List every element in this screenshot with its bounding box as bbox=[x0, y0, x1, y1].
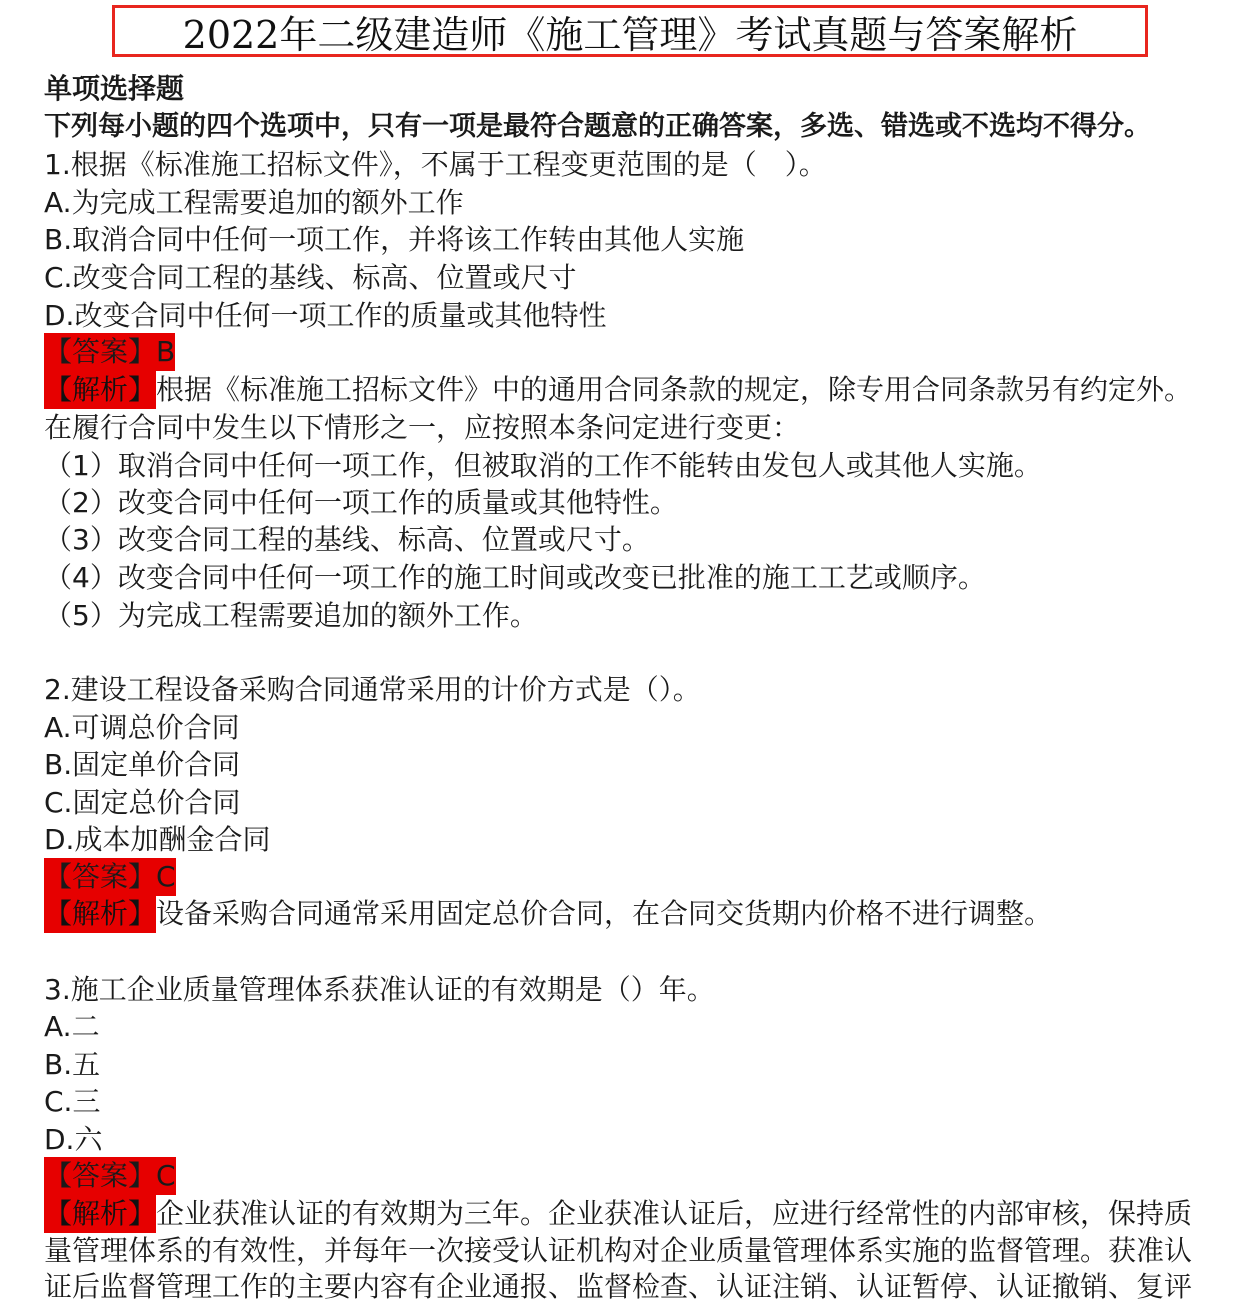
q1-question: 1.根据《标准施工招标文件》，不属于工程变更范围的是（ ）。 bbox=[44, 148, 827, 181]
page-title: 2022年二级建造师《施工管理》考试真题与答案解析 bbox=[182, 12, 1078, 57]
q3-option-c: C.三 bbox=[44, 1085, 101, 1118]
q1-answer: B bbox=[156, 335, 176, 368]
q1-answer-tag: 【答案】 bbox=[44, 335, 157, 368]
q3-analysis-line-2: 量管理体系的有效性，并每年一次接受认证机构对企业质量管理体系实施的监督管理。获准认 bbox=[44, 1234, 1193, 1267]
q2-option-c: C.固定总价合同 bbox=[44, 786, 241, 819]
q1-option-c: C.改变合同工程的基线、标高、位置或尺寸 bbox=[44, 261, 577, 294]
q3-analysis-line-3: 证后监督管理工作的主要内容有企业通报、监督检查、认证注销、认证暂停、认证撤销、复评 bbox=[44, 1270, 1193, 1303]
section-instruction: 下列每小题的四个选项中，只有一项是最符合题意的正确答案，多选、错选或不选均不得分。 bbox=[44, 111, 1151, 142]
q1-analysis-line-1: 根据《标准施工招标文件》中的通用合同条款的规定，除专用合同条款另有约定外。 bbox=[156, 373, 1193, 406]
q2-option-b: B.固定单价合同 bbox=[44, 748, 241, 781]
q3-option-b: B.五 bbox=[44, 1048, 101, 1081]
q1-analysis-line-5: （3）改变合同工程的基线、标高、位置或尺寸。 bbox=[44, 523, 650, 556]
q2-option-a: A.可调总价合同 bbox=[44, 711, 240, 744]
q1-option-b: B.取消合同中任何一项工作，并将该工作转由其他人实施 bbox=[44, 223, 745, 256]
q2-question: 2.建设工程设备采购合同通常采用的计价方式是（）。 bbox=[44, 673, 701, 706]
q3-option-a: A.二 bbox=[44, 1010, 100, 1043]
q3-answer-tag: 【答案】 bbox=[44, 1159, 157, 1192]
q1-analysis-line-3: （1）取消合同中任何一项工作，但被取消的工作不能转由发包人或其他人实施。 bbox=[44, 449, 1042, 482]
q1-option-d: D.改变合同中任何一项工作的质量或其他特性 bbox=[44, 299, 607, 332]
q3-option-d: D.六 bbox=[44, 1123, 103, 1156]
q3-answer: C bbox=[156, 1159, 176, 1192]
q2-answer-row bbox=[44, 858, 176, 896]
q1-analysis-line-2: 在履行合同中发生以下情形之一，应按照本条问定进行变更： bbox=[44, 411, 801, 444]
q3-analysis-tag: 【解析】 bbox=[44, 1195, 156, 1233]
q3-analysis-row bbox=[44, 1195, 1192, 1233]
q1-answer-highlight bbox=[44, 333, 175, 371]
q2-answer-tag: 【答案】 bbox=[44, 860, 157, 893]
q1-analysis-line-6: （4）改变合同中任何一项工作的施工时间或改变已批准的施工工艺或顺序。 bbox=[44, 561, 986, 594]
q2-answer: C bbox=[156, 860, 176, 893]
q3-analysis-line-1: 企业获准认证的有效期为三年。企业获准认证后，应进行经常性的内部审核，保持质 bbox=[156, 1197, 1193, 1230]
q1-option-a: A.为完成工程需要追加的额外工作 bbox=[44, 186, 464, 219]
q2-answer-highlight bbox=[44, 858, 176, 896]
q1-analysis-row bbox=[44, 371, 1192, 409]
q2-option-d: D.成本加酬金合同 bbox=[44, 823, 271, 856]
title-box bbox=[112, 5, 1148, 57]
q2-analysis-line-1: 设备采购合同通常采用固定总价合同，在合同交货期内价格不进行调整。 bbox=[156, 897, 1053, 930]
q1-analysis-tag: 【解析】 bbox=[44, 371, 156, 409]
q1-analysis-line-4: （2）改变合同中任何一项工作的质量或其他特性。 bbox=[44, 486, 678, 519]
q3-answer-highlight bbox=[44, 1157, 176, 1195]
q1-answer-row bbox=[44, 333, 175, 371]
q2-analysis-row bbox=[44, 895, 1052, 933]
q1-analysis-line-7: （5）为完成工程需要追加的额外工作。 bbox=[44, 599, 538, 632]
section-heading: 单项选择题 bbox=[44, 72, 185, 105]
q2-analysis-tag: 【解析】 bbox=[44, 895, 156, 933]
q3-answer-row bbox=[44, 1157, 176, 1195]
q3-question: 3.施工企业质量管理体系获准认证的有效期是（）年。 bbox=[44, 973, 715, 1006]
